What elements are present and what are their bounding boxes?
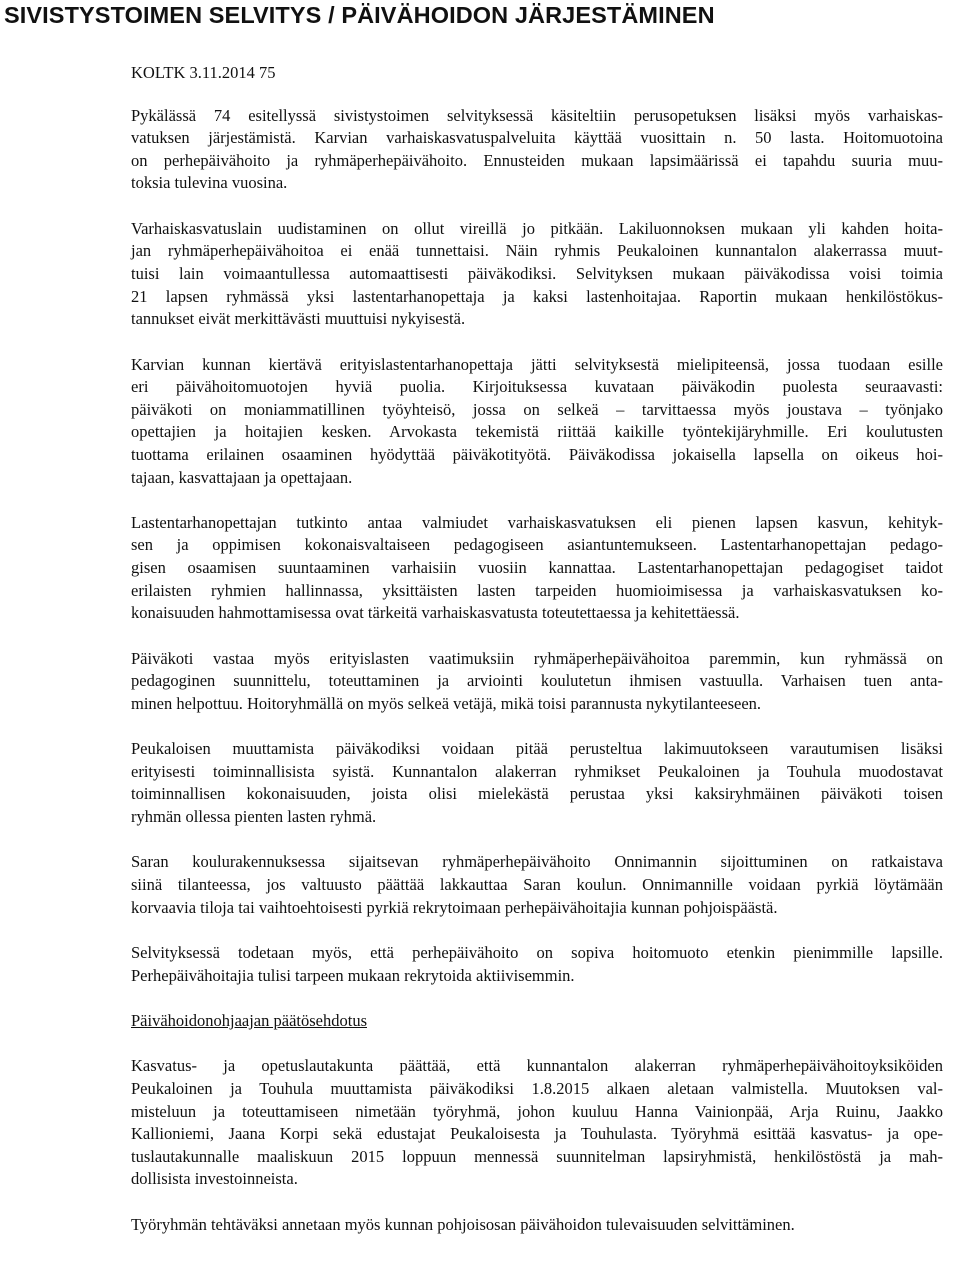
paragraph-line: päiväkoti on moniammatillinen työyhteisö, jossa on selkeä – tarvittaessa myös joustava – työnjako bbox=[131, 399, 943, 419]
paragraph-line: dollisista investoinneista. bbox=[131, 1169, 298, 1189]
paragraph-line: opettajien ja hoitajien kesken. Arvokasta tekemistä riittää kaikille työntekijäryhmille. Eri koulutusten bbox=[131, 422, 943, 442]
paragraph-line: siinä tilanteessa, jos valtuusto päättää lakkauttaa Saran koulun. Onnimannille voidaan pyrkiä löytämään bbox=[131, 875, 943, 894]
paragraph-line: Päiväkoti vastaa myös erityislasten vaatimuksiin ryhmäperhepäivähoitoa paremmin, kun ryhmässä on bbox=[131, 648, 943, 668]
paragraph-line: 21 lapsen ryhmässä yksi lastentarhanopettaja ja kaksi lastenhoitajaa. Raportin mukaan henkilöstökus- bbox=[131, 286, 943, 306]
paragraph-line: tuottama erilainen osaaminen hyödyttää päiväkotityötä. Päiväkodissa jokaisella lapsella on oikeus hoi- bbox=[131, 444, 943, 464]
paragraph-line: misteluun ja toteuttamiseen nimetään työryhmä, johon kuuluu Hanna Vainionpää, Arja Ruinu, Jaakko bbox=[131, 1101, 943, 1121]
paragraph bbox=[131, 851, 943, 919]
paragraph-line: minen helpottuu. Hoitoryhmällä on myös selkeä vetäjä, mikä toisi parannusta nykytilanteeseen. bbox=[131, 693, 762, 713]
paragraph-line: Kallioniemi, Jaana Korpi sekä edustajat Peukaloisesta ja Touhulasta. Työryhmä esittää kasvatus- ja ope- bbox=[131, 1124, 943, 1144]
paragraph-line: Saran koulurakennuksessa sijaitsevan ryhmäperhepäivähoito Onnimannin sijoittuminen on ratkaistava bbox=[131, 852, 943, 872]
paragraph-line: Kasvatus- ja opetuslautakunta päättää, että kunnantalon alakerran ryhmäperhepäivähoitoyksiköiden bbox=[131, 1056, 943, 1076]
paragraph-line: erilaisten ryhmien hallinnassa, yksittäisten lasten tarpeiden huomioimisessa ja varhaiskasvatuksen ko- bbox=[131, 580, 943, 600]
paragraph bbox=[131, 218, 943, 331]
paragraph-line: Lastentarhanopettajan tutkinto antaa valmiudet varhaiskasvatuksen eli pienen lapsen kasvun, kehityk- bbox=[131, 512, 943, 532]
paragraph-line: tuslautakunnalle maaliskuun 2015 loppuun mennessä suunnitelman lapsiryhmistä, henkilöstöstä ja mah- bbox=[131, 1146, 943, 1166]
paragraph-line: erityisesti toiminnallisista syistä. Kunnantalon alakerran ryhmikset Peukaloinen ja Touhula muodostavat bbox=[131, 761, 943, 781]
paragraphs-after bbox=[131, 1055, 943, 1236]
paragraph-line: Työryhmän tehtäväksi annetaan myös kunnan pohjoisosan päivähoidon tulevaisuuden selvittäminen. bbox=[131, 1214, 795, 1234]
meeting-reference: KOLTK 3.11.2014 75 bbox=[131, 63, 276, 82]
paragraph-line: jan ryhmäperhepäivähoitoa ei enää tunnettaisi. Näin ryhmis Peukaloinen kunnantalon alakerrassa muut- bbox=[131, 241, 943, 261]
paragraph-line: korvaavia tiloja tai vaihtoehtoisesti pyrkiä rekrytoimaan perhepäivähoitajia kunnan pohjoispäästä. bbox=[131, 897, 778, 917]
paragraph-line: tuisi lain voimaantullessa automaattisesti päiväkodiksi. Selvityksen mukaan päiväkodissa voisi toimia bbox=[131, 263, 943, 283]
paragraph-line: Karvian kunnan kiertävä erityislastentarhanopettaja jätti selvityksestä mielipiteensä, jossa tuodaan esille bbox=[131, 354, 943, 374]
paragraph-line: on perhepäivähoito ja ryhmäperhepäivähoito. Ennusteiden mukaan lapsimäärissä ei tapahdu suuria muu- bbox=[131, 150, 943, 170]
paragraph bbox=[131, 1214, 943, 1237]
paragraph-line: Perhepäivähoitajia tulisi tarpeen mukaan rekrytoida aktiivisemmin. bbox=[131, 965, 575, 985]
paragraph-line: pedagoginen suunnittelu, toteuttaminen ja arviointi koulutetun ihmisen vastuulla. Varhaisen tuen anta- bbox=[131, 671, 943, 691]
paragraph-line: Pykälässä 74 esitellyssä sivistystoimen selvityksessä käsiteltiin perusopetuksen lisäksi myös varhaiskas- bbox=[131, 105, 943, 125]
paragraph bbox=[131, 1055, 943, 1191]
paragraph-line: Peukaloinen ja Touhula muuttamista päiväkodiksi 1.8.2015 alkaen aletaan valmistella. Muutoksen val- bbox=[131, 1078, 943, 1098]
paragraph-line: toiminnallisen kokonaisuuden, joista olisi mielekästä perustaa yksi kaksiryhmäinen päiväkoti toisen bbox=[131, 784, 943, 804]
paragraph bbox=[131, 105, 943, 195]
paragraph bbox=[131, 648, 943, 716]
paragraph-line: Varhaiskasvatuslain uudistaminen on ollut vireillä jo pitkään. Lakiluonnoksen mukaan yli kahden hoita- bbox=[131, 218, 943, 238]
paragraph bbox=[131, 738, 943, 828]
document-body bbox=[131, 62, 943, 1259]
paragraphs-before bbox=[131, 105, 943, 988]
paragraph-line: gisen osaamisen suuntaaminen varhaisiin vuosiin kannattaa. Lastentarhanopettajan pedagogiset taidot bbox=[131, 558, 943, 578]
page-title: SIVISTYSTOIMEN SELVITYS / PÄIVÄHOIDON JÄRJESTÄMINEN bbox=[4, 2, 715, 28]
paragraph-line: ryhmän ollessa pienten lasten ryhmä. bbox=[131, 807, 377, 827]
paragraph-line: tajaan, kasvattajaan ja opettajaan. bbox=[131, 467, 353, 487]
paragraph-line: Peukaloisen muuttamista päiväkodiksi voidaan pitää perusteltua lakimuutokseen varautumisen lisäksi bbox=[131, 739, 943, 759]
paragraph-line: konaisuuden hahmottamisessa ovat tärkeitä varhaiskasvatusta toteutettaessa ja kehitettäessä. bbox=[131, 603, 740, 623]
paragraph-line: vatuksen järjestämistä. Karvian varhaiskasvatuspalveluita käyttää vuosittain n. 50 lasta. Hoitomuotoina bbox=[131, 128, 943, 148]
paragraph-line: sen ja oppimisen kokonaisvaltaiseen pedagogiseen asiantuntemukseen. Lastentarhanopettajan pedago- bbox=[131, 535, 943, 555]
paragraph-line: Selvityksessä todetaan myös, että perhepäivähoito on sopiva hoitomuoto etenkin pienimmille lapsille. bbox=[131, 942, 943, 962]
paragraph-line: eri päivähoitomuotojen hyviä puolia. Kirjoituksessa kuvataan päiväkodin puolesta seuraavasti: bbox=[131, 377, 943, 397]
proposal-heading: Päivähoidonohjaajan päätösehdotus bbox=[131, 1010, 367, 1030]
paragraph bbox=[131, 512, 943, 625]
paragraph bbox=[131, 354, 943, 490]
paragraph-line: toksia tulevina vuosina. bbox=[131, 173, 288, 193]
paragraph bbox=[131, 942, 943, 987]
paragraph-line: tannukset eivät merkittävästi muuttuisi nykyisestä. bbox=[131, 309, 466, 329]
